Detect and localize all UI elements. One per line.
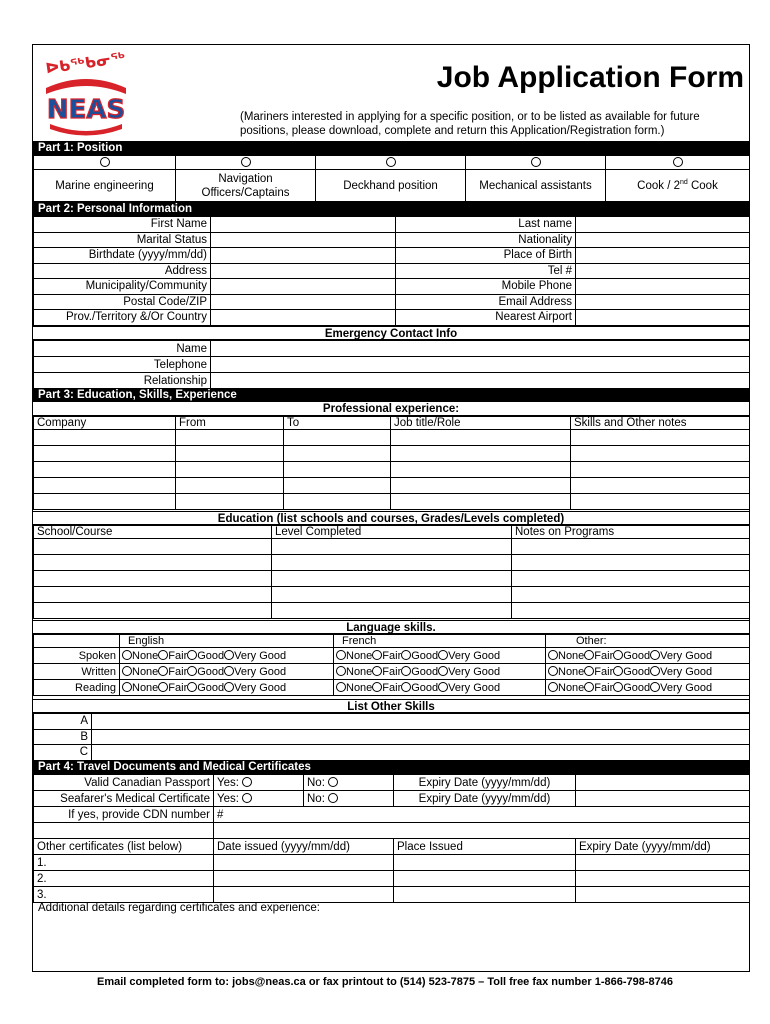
- experience-cell[interactable]: [571, 478, 750, 494]
- education-cell[interactable]: [272, 539, 512, 555]
- personal-field[interactable]: [576, 310, 750, 326]
- experience-col-header: Company: [34, 417, 176, 430]
- experience-cell[interactable]: [176, 478, 284, 494]
- education-col-header: Notes on Programs: [512, 526, 750, 539]
- position-radio-navigation[interactable]: [176, 156, 316, 170]
- level-label: Fair: [594, 681, 614, 694]
- level-label: None: [132, 681, 159, 694]
- part2-header: Part 2: Personal Information: [33, 202, 749, 216]
- experience-col-header: From: [176, 417, 284, 430]
- cert-cell[interactable]: [576, 887, 750, 903]
- other-skill-label: C: [34, 745, 92, 761]
- level-radio[interactable]: [650, 650, 660, 660]
- language-level-cell: [120, 680, 334, 696]
- personal-field[interactable]: [576, 294, 750, 310]
- experience-cell[interactable]: [176, 494, 284, 510]
- personal-label: Place of Birth: [396, 248, 576, 264]
- level-radio[interactable]: [650, 666, 660, 676]
- level-label: Fair: [382, 649, 402, 662]
- language-level-cell: [120, 664, 334, 680]
- level-radio[interactable]: [401, 682, 411, 692]
- level-radio[interactable]: [224, 650, 234, 660]
- travel-docs-table: [33, 774, 750, 839]
- experience-col-header: Skills and Other notes: [571, 417, 750, 430]
- cert-row-label[interactable]: 1.: [34, 855, 214, 871]
- level-radio[interactable]: [548, 682, 558, 692]
- experience-cell[interactable]: [391, 430, 571, 446]
- level-label: Good: [197, 681, 225, 694]
- experience-col-header: To: [284, 417, 391, 430]
- level-radio[interactable]: [548, 666, 558, 676]
- experience-cell[interactable]: [34, 430, 176, 446]
- cert-col-header: Place Issued: [394, 839, 576, 855]
- language-blank: [34, 635, 120, 648]
- personal-label: Mobile Phone: [396, 279, 576, 295]
- education-title: Education (list schools and courses, Grades/Levels completed): [33, 511, 749, 525]
- personal-label: Birthdate (yyyy/mm/dd): [34, 248, 211, 264]
- emergency-label: Relationship: [34, 373, 211, 389]
- experience-cell[interactable]: [284, 430, 391, 446]
- experience-cell[interactable]: [391, 462, 571, 478]
- education-cell[interactable]: [272, 571, 512, 587]
- position-label: Cook / 2nd Cook: [606, 170, 750, 202]
- personal-label: Municipality/Community: [34, 279, 211, 295]
- level-radio[interactable]: [187, 650, 197, 660]
- level-radio[interactable]: [438, 650, 448, 660]
- position-label: Mechanical assistants: [466, 170, 606, 202]
- experience-cell[interactable]: [284, 446, 391, 462]
- experience-cell[interactable]: [284, 494, 391, 510]
- personal-field[interactable]: [211, 217, 396, 233]
- passport-no-radio[interactable]: [328, 777, 338, 787]
- level-radio[interactable]: [336, 650, 346, 660]
- cdn-label: If yes, provide CDN number: [34, 807, 214, 823]
- personal-field[interactable]: [576, 279, 750, 295]
- level-label: None: [558, 681, 585, 694]
- language-name: Other:: [546, 635, 750, 648]
- level-label: Good: [623, 681, 651, 694]
- language-name: French: [334, 635, 546, 648]
- education-cell[interactable]: [34, 555, 272, 571]
- level-radio[interactable]: [122, 682, 132, 692]
- level-label: Very Good: [234, 681, 287, 694]
- level-radio[interactable]: [224, 666, 234, 676]
- education-cell[interactable]: [272, 587, 512, 603]
- personal-field[interactable]: [211, 310, 396, 326]
- cert-cell[interactable]: [394, 855, 576, 871]
- level-label: Very Good: [448, 665, 501, 678]
- part4-header: Part 4: Travel Documents and Medical Certificates: [33, 760, 749, 774]
- personal-field[interactable]: [211, 263, 396, 279]
- position-radio-marine[interactable]: [34, 156, 176, 170]
- level-label: None: [132, 649, 159, 662]
- experience-cell[interactable]: [284, 478, 391, 494]
- personal-info-table: [33, 216, 750, 326]
- level-label: Very Good: [234, 649, 287, 662]
- cert-cell[interactable]: [214, 871, 394, 887]
- medical-yes[interactable]: Yes:: [214, 791, 304, 807]
- position-label: Deckhand position: [316, 170, 466, 202]
- level-radio[interactable]: [224, 682, 234, 692]
- level-radio[interactable]: [613, 650, 623, 660]
- personal-field[interactable]: [576, 248, 750, 264]
- education-cell[interactable]: [272, 603, 512, 619]
- part3-header: Part 3: Education, Skills, Experience: [33, 388, 749, 402]
- personal-field[interactable]: [576, 263, 750, 279]
- language-level-cell: [334, 680, 546, 696]
- level-radio[interactable]: [158, 666, 168, 676]
- personal-label: First Name: [34, 217, 211, 233]
- cert-cell[interactable]: [214, 887, 394, 903]
- passport-no[interactable]: No:: [304, 775, 394, 791]
- level-radio[interactable]: [158, 650, 168, 660]
- other-skill-field[interactable]: [92, 729, 750, 745]
- personal-label: Tel #: [396, 263, 576, 279]
- certificates-table: [33, 838, 750, 903]
- personal-field[interactable]: [211, 279, 396, 295]
- experience-cell[interactable]: [176, 430, 284, 446]
- cert-col-header: Date issued (yyyy/mm/dd): [214, 839, 394, 855]
- experience-cell[interactable]: [571, 462, 750, 478]
- level-radio[interactable]: [438, 682, 448, 692]
- medical-no[interactable]: No:: [304, 791, 394, 807]
- medical-no-radio[interactable]: [328, 793, 338, 803]
- language-title: Language skills.: [33, 620, 749, 634]
- medical-expiry-field[interactable]: [576, 791, 750, 807]
- cert-col-header: Other certificates (list below): [34, 839, 214, 855]
- level-label: Very Good: [234, 665, 287, 678]
- education-cell[interactable]: [512, 587, 750, 603]
- other-skill-label: B: [34, 729, 92, 745]
- position-label: Marine engineering: [34, 170, 176, 202]
- level-radio[interactable]: [122, 666, 132, 676]
- level-label: Good: [623, 649, 651, 662]
- application-form: [32, 44, 750, 972]
- page-title: Job Application Form: [436, 61, 744, 94]
- passport-expiry-label: Expiry Date (yyyy/mm/dd): [394, 775, 576, 791]
- level-radio[interactable]: [336, 682, 346, 692]
- level-label: Good: [197, 649, 225, 662]
- skill-row-label: Written: [34, 664, 120, 680]
- logo-text: NEAS: [46, 95, 126, 125]
- language-level-cell: [546, 680, 750, 696]
- level-radio[interactable]: [158, 682, 168, 692]
- other-skills-table: [33, 713, 750, 761]
- education-cell[interactable]: [512, 555, 750, 571]
- experience-cell[interactable]: [34, 494, 176, 510]
- level-label: None: [346, 681, 373, 694]
- other-skill-field[interactable]: [92, 714, 750, 730]
- language-level-cell: [334, 664, 546, 680]
- level-label: Very Good: [660, 665, 713, 678]
- skill-row-label: Reading: [34, 680, 120, 696]
- cert-cell[interactable]: [214, 855, 394, 871]
- level-label: None: [558, 665, 585, 678]
- level-label: Good: [411, 649, 439, 662]
- emergency-field[interactable]: [211, 341, 750, 357]
- experience-cell[interactable]: [34, 462, 176, 478]
- level-radio[interactable]: [372, 682, 382, 692]
- experience-cell[interactable]: [34, 446, 176, 462]
- level-radio[interactable]: [548, 650, 558, 660]
- level-label: Good: [411, 681, 439, 694]
- level-label: Fair: [594, 649, 614, 662]
- level-label: Fair: [382, 665, 402, 678]
- other-skills-title: List Other Skills: [33, 699, 749, 713]
- level-label: None: [346, 649, 373, 662]
- level-label: Fair: [382, 681, 402, 694]
- level-radio[interactable]: [401, 650, 411, 660]
- logo-syllabics: ᐅᑲᖅᑲᓂᖅ: [44, 48, 127, 78]
- medical-expiry-label: Expiry Date (yyyy/mm/dd): [394, 791, 576, 807]
- skill-row-label: Spoken: [34, 648, 120, 664]
- education-table: [33, 525, 750, 619]
- position-label: Navigation Officers/Captains: [176, 170, 316, 202]
- position-radio-deckhand[interactable]: [316, 156, 466, 170]
- personal-field[interactable]: [576, 232, 750, 248]
- experience-cell[interactable]: [34, 478, 176, 494]
- language-level-cell: [546, 664, 750, 680]
- passport-yes[interactable]: Yes:: [214, 775, 304, 791]
- experience-cell[interactable]: [176, 462, 284, 478]
- personal-label: Nationality: [396, 232, 576, 248]
- personal-label: Postal Code/ZIP: [34, 294, 211, 310]
- cert-row-label[interactable]: 2.: [34, 871, 214, 887]
- level-label: None: [558, 649, 585, 662]
- personal-field[interactable]: [211, 294, 396, 310]
- personal-label: Email Address: [396, 294, 576, 310]
- language-name: English: [120, 635, 334, 648]
- level-label: Good: [197, 665, 225, 678]
- level-label: Good: [623, 665, 651, 678]
- level-label: None: [346, 665, 373, 678]
- level-radio[interactable]: [401, 666, 411, 676]
- level-radio[interactable]: [584, 650, 594, 660]
- personal-label: Last name: [396, 217, 576, 233]
- intro-text: (Mariners interested in applying for a specific position, or to be listed as available for future positions, please download, complete and return this Application/Registration form.): [240, 111, 700, 137]
- level-radio[interactable]: [650, 682, 660, 692]
- part1-header: Part 1: Position: [33, 141, 749, 155]
- language-level-cell: [546, 648, 750, 664]
- cert-cell[interactable]: [394, 887, 576, 903]
- passport-label: Valid Canadian Passport: [34, 775, 214, 791]
- level-radio[interactable]: [187, 666, 197, 676]
- language-table: [33, 634, 750, 696]
- education-cell[interactable]: [512, 571, 750, 587]
- level-label: Fair: [168, 649, 188, 662]
- level-label: None: [132, 665, 159, 678]
- level-label: Very Good: [448, 649, 501, 662]
- language-level-cell: [120, 648, 334, 664]
- education-cell[interactable]: [34, 587, 272, 603]
- experience-cell[interactable]: [176, 446, 284, 462]
- passport-yes-radio[interactable]: [242, 777, 252, 787]
- personal-field[interactable]: [211, 232, 396, 248]
- level-label: Good: [411, 665, 439, 678]
- medical-yes-radio[interactable]: [242, 793, 252, 803]
- emergency-label: Name: [34, 341, 211, 357]
- experience-cell[interactable]: [391, 446, 571, 462]
- education-cell[interactable]: [34, 571, 272, 587]
- personal-field[interactable]: [576, 217, 750, 233]
- language-level-cell: [334, 648, 546, 664]
- level-radio[interactable]: [122, 650, 132, 660]
- cert-cell[interactable]: [576, 855, 750, 871]
- level-label: Fair: [594, 665, 614, 678]
- position-radio-mechanical[interactable]: [466, 156, 606, 170]
- level-label: Fair: [168, 665, 188, 678]
- experience-cell[interactable]: [284, 462, 391, 478]
- position-radio-cook[interactable]: [606, 156, 750, 170]
- experience-cell[interactable]: [391, 494, 571, 510]
- passport-expiry-field[interactable]: [576, 775, 750, 791]
- level-radio[interactable]: [584, 682, 594, 692]
- education-cell[interactable]: [34, 603, 272, 619]
- experience-col-header: Job title/Role: [391, 417, 571, 430]
- experience-table: [33, 416, 750, 510]
- additional-details-label: Additional details regarding certificates and experience:: [38, 902, 320, 914]
- emergency-title: Emergency Contact Info: [33, 326, 749, 340]
- other-skill-field[interactable]: [92, 745, 750, 761]
- cdn-field[interactable]: #: [214, 807, 750, 823]
- experience-cell[interactable]: [391, 478, 571, 494]
- footer-text: Email completed form to: jobs@neas.ca or fax printout to (514) 523-7875 – Toll free fax number 1-866-798-8746: [97, 976, 673, 988]
- cert-cell[interactable]: [576, 871, 750, 887]
- experience-cell[interactable]: [571, 494, 750, 510]
- level-label: Fair: [168, 681, 188, 694]
- education-col-header: Level Completed: [272, 526, 512, 539]
- level-radio[interactable]: [336, 666, 346, 676]
- experience-cell[interactable]: [571, 430, 750, 446]
- medical-label: Seafarer's Medical Certificate: [34, 791, 214, 807]
- level-label: Very Good: [660, 649, 713, 662]
- emergency-field[interactable]: [211, 373, 750, 389]
- level-radio[interactable]: [438, 666, 448, 676]
- position-table: [33, 155, 750, 202]
- level-label: Very Good: [448, 681, 501, 694]
- education-cell[interactable]: [512, 603, 750, 619]
- experience-title: Professional experience:: [33, 402, 749, 416]
- level-radio[interactable]: [372, 650, 382, 660]
- level-radio[interactable]: [372, 666, 382, 676]
- level-radio[interactable]: [584, 666, 594, 676]
- other-skill-label: A: [34, 714, 92, 730]
- level-radio[interactable]: [613, 682, 623, 692]
- emergency-field[interactable]: [211, 357, 750, 373]
- cert-cell[interactable]: [394, 871, 576, 887]
- personal-label: Nearest Airport: [396, 310, 576, 326]
- education-cell[interactable]: [512, 539, 750, 555]
- level-radio[interactable]: [613, 666, 623, 676]
- level-label: Very Good: [660, 681, 713, 694]
- experience-cell[interactable]: [571, 446, 750, 462]
- cert-row-label[interactable]: 3.: [34, 887, 214, 903]
- education-cell[interactable]: [272, 555, 512, 571]
- personal-label: Address: [34, 263, 211, 279]
- level-radio[interactable]: [187, 682, 197, 692]
- education-col-header: School/Course: [34, 526, 272, 539]
- emergency-table: [33, 340, 750, 389]
- personal-label: Prov./Territory &/Or Country: [34, 310, 211, 326]
- cert-col-header: Expiry Date (yyyy/mm/dd): [576, 839, 750, 855]
- education-cell[interactable]: [34, 539, 272, 555]
- personal-label: Marital Status: [34, 232, 211, 248]
- emergency-label: Telephone: [34, 357, 211, 373]
- personal-field[interactable]: [211, 248, 396, 264]
